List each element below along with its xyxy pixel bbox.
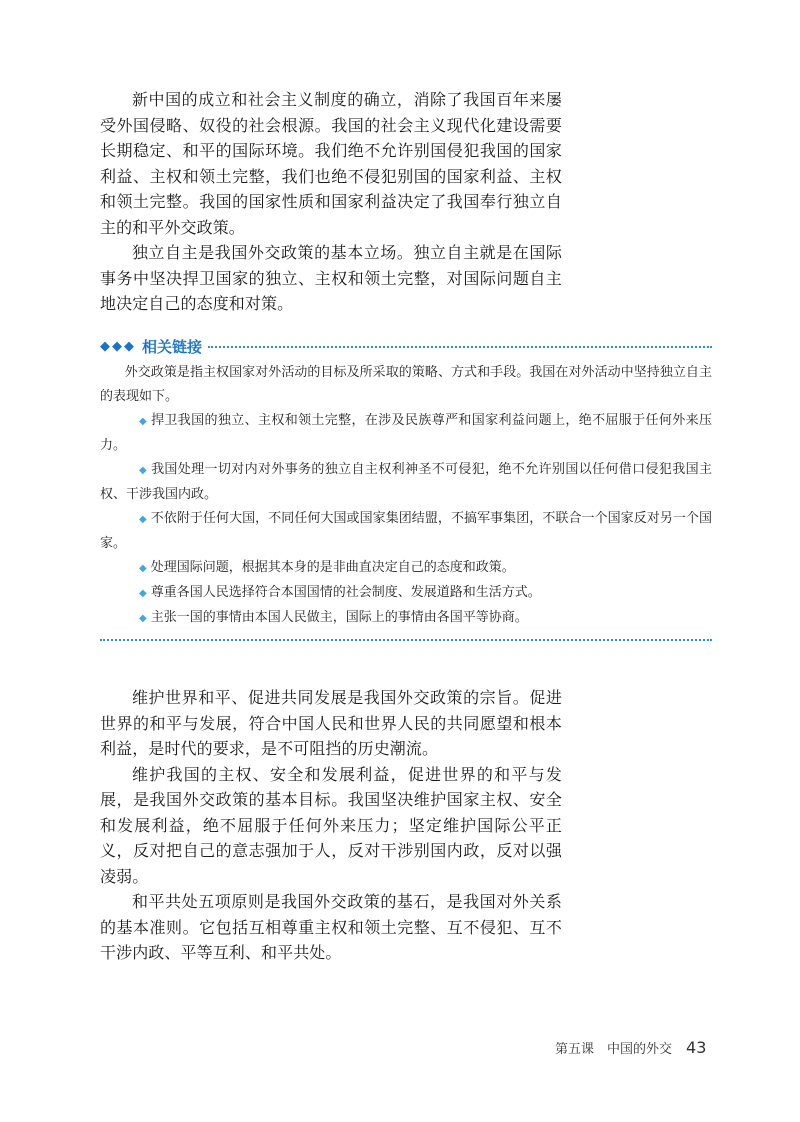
diamond-bullet-icon: ◆ (139, 514, 147, 525)
paragraph: 新中国的成立和社会主义制度的确立，消除了我国百年来屡受外国侵略、奴役的社会根源。我国的社会主义现代化建设需要长期稳定、和平的国际环境。我们绝不允许别国侵犯我国的国家利益、主权和领土完整，我们也绝不侵犯别国的国家利益、主权和领土完整。我国的国家性质和国家利益决定了我国奉行独立自主的和平外交政策。 (100, 90, 562, 237)
list-item: ◆ 尊重各国人民选择符合本国国情的社会制度、发展道路和生活方式。 (139, 585, 541, 600)
page-footer (555, 1038, 706, 1057)
diamond-bullet-icon: ◆ (139, 465, 148, 476)
diamond-bullets-icon: ◆◆◆ (100, 338, 136, 354)
paragraph: 独立自主是我国外交政策的基本立场。独立自主就是在国际事务中坚决捍卫国家的独立、主权和领土完整，对国际问题自主地决定自己的态度和对策。 (100, 243, 562, 313)
dotted-divider (208, 346, 712, 348)
diamond-bullet-icon: ◆ (139, 588, 147, 599)
list-item: ◆ 捍卫我国的独立、主权和领土完整，在涉及民族尊严和国家利益问题上，绝不屈服于任何外来压力。 (100, 413, 712, 453)
bottom-text-block (100, 685, 562, 966)
list-item: ◆ 不依附于任何大国，不同任何大国或国家集团结盟，不搞军事集团，不联合一个国家反对另一个国家。 (100, 511, 712, 551)
page-number: 43 (686, 1038, 707, 1057)
related-link-box (100, 335, 712, 641)
dotted-divider (100, 639, 712, 641)
lesson-title: 第五课 中国的外交 (555, 1042, 673, 1057)
related-link-header (100, 335, 712, 357)
paragraph: 维护世界和平、促进共同发展是我国外交政策的宗旨。促进世界的和平与发展，符合中国人民和世界人民的共同愿望和根本利益，是时代的要求，是不可阻挡的历史潮流。 (100, 688, 562, 758)
paragraph: 和平共处五项原则是我国外交政策的基石，是我国对外关系的基本准则。它包括互相尊重主权和领土完整、互不侵犯、互不干涉内政、平等互利、和平共处。 (100, 892, 562, 962)
related-link-intro: 外交政策是指主权国家对外活动的目标及所采取的策略、方式和手段。我国在对外活动中坚持独立自主的表现如下。 (100, 365, 712, 404)
list-item: ◆ 主张一国的事情由本国人民做主，国际上的事情由各国平等协商。 (139, 610, 528, 625)
diamond-bullet-icon: ◆ (139, 563, 147, 574)
diamond-bullet-icon: ◆ (139, 613, 147, 624)
diamond-bullet-icon: ◆ (139, 416, 148, 427)
list-item: ◆ 处理国际问题，根据其本身的是非曲直决定自己的态度和政策。 (139, 560, 515, 575)
list-item: ◆ 我国处理一切对内对外事务的独立自主权利神圣不可侵犯，绝不允许别国以任何借口侵犯我国主权、干涉我国内政。 (100, 462, 712, 502)
related-link-body (100, 357, 712, 631)
related-link-title: 相关链接 (142, 337, 203, 356)
top-text-block (100, 87, 562, 317)
paragraph: 维护我国的主权、安全和发展利益，促进世界的和平与发展，是我国外交政策的基本目标。我国坚决维护国家主权、安全和发展利益，绝不屈服于任何外来压力；坚定维护国际公平正义，反对把自己的意志强加于人，反对干涉别国内政，反对以强凌弱。 (100, 764, 562, 886)
